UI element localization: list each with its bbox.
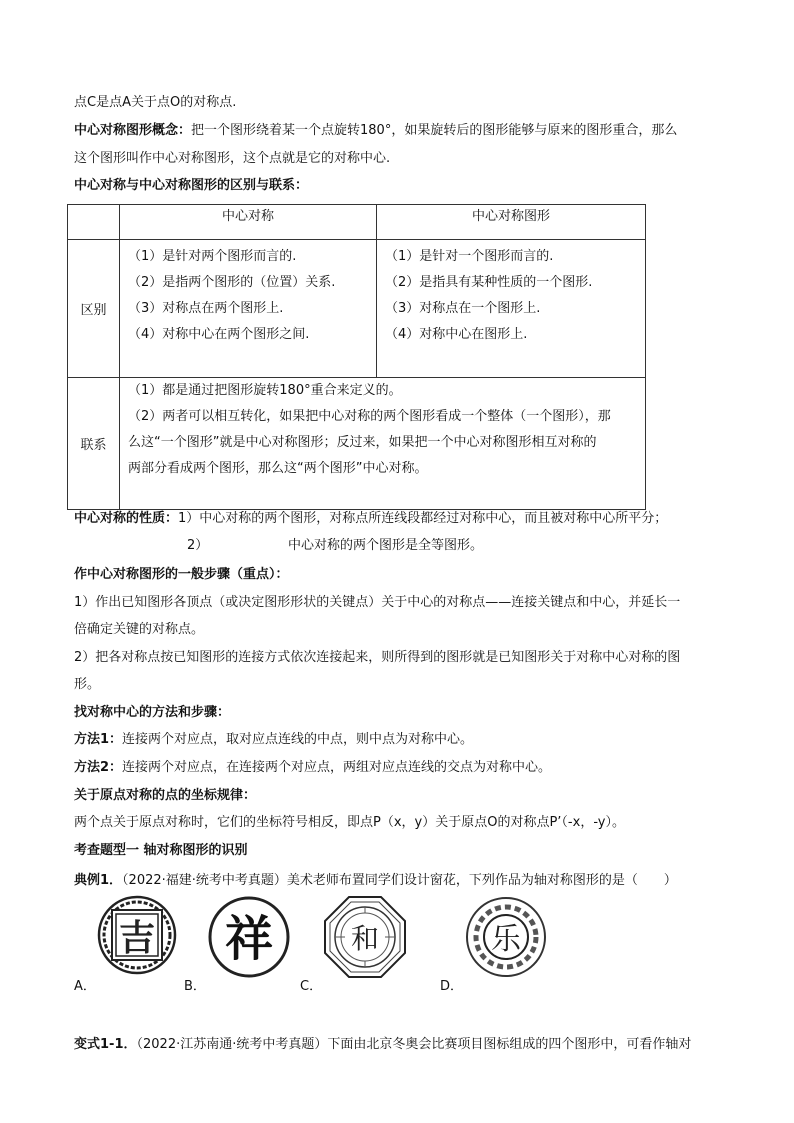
table-header-2: 中心对称图形 [377,205,646,240]
option-c-label[interactable]: C． [300,979,323,994]
text-line: 这个图形叫作中心对称图形，这个点就是它的对称中心. [74,151,391,166]
section-heading: 中心对称与中心对称图形的区别与联系： [74,178,309,193]
section-heading: 找对称中心的方法和步骤： [74,705,231,720]
option-a-char: 吉 [118,918,156,959]
list-item: （4）对称中心在两个图形之间. [128,327,310,342]
option-b-label[interactable]: B． [184,979,206,994]
definition-text: 把一个图形绕着某一个点旋转180°，如果旋转后的图形能够与原来的图形重合，那么 [191,123,678,138]
row-label-relation: 联系 [68,378,120,510]
property-line [74,509,667,529]
option-d-label[interactable]: D． [440,979,464,994]
option-b-char: 祥 [224,911,274,967]
step-1-cont: 倍确定关键的对称点。 [74,622,205,637]
variant-question [74,1035,691,1055]
list-item: （2）是指两个图形的（位置）关系. [128,275,336,290]
list-item: （1）是针对一个图形而言的. [385,249,554,264]
comparison-table [67,204,646,510]
option-d-char: 乐 [491,922,521,957]
definition-line [74,121,677,141]
table-cell [377,240,646,378]
example-text: （2022·福建·统考中考真题）美术老师布置同学们设计窗花，下列作品为轴对称图形的是（ ） [122,873,677,888]
list-item: （4）对称中心在图形上. [385,327,528,342]
row-label-difference: 区别 [68,240,120,378]
variant-label: 变式1-1． [74,1037,137,1052]
list-item: （3）对称点在一个图形上. [385,301,541,316]
method-1-text: 连接两个对应点，取对应点连线的中点，则中点为对称中心。 [122,732,474,747]
list-item: （2）是指具有某种性质的一个图形. [385,275,593,290]
list-item: （1）都是通过把图形旋转180°重合来定义的。 [128,383,402,398]
list-item: （1）是针对两个图形而言的. [128,249,297,264]
step-2-cont: 形。 [74,677,101,692]
list-item: （2）两者可以相互转化，如果把中心对称的两个图形看成一个整体（一个图形），那 [128,409,611,424]
option-d-image [463,895,549,979]
section-heading: 作中心对称图形的一般步骤（重点）： [74,567,289,582]
table-header-1: 中心对称 [120,205,377,240]
option-a-label[interactable]: A． [74,979,96,994]
list-item: （3）对称点在两个图形上. [128,301,284,316]
list-item: 两部分看成两个图形，那么这“两个图形”中心对称。 [128,461,428,476]
example-question [74,871,677,891]
example-label: 典例1． [74,873,123,888]
step-1: 1）作出已知图形各顶点（或决定图形形状的关键点）关于中心的对称点——连接关键点和中心，并延长一 [74,595,681,610]
option-a-image [97,895,177,975]
table-cell [120,240,377,378]
method-2 [74,758,551,778]
option-b-image [207,895,291,979]
option-c-image [323,895,407,979]
origin-rule: 两个点关于原点对称时，它们的坐标符号相反，即点P（x，y）关于原点O的对称点P’（-x，-y）。 [74,815,625,830]
question-type-heading: 考查题型一 轴对称图形的识别 [74,843,248,858]
property-number-2: 2） [187,538,209,553]
property-label: 中心对称的性质： [74,511,179,526]
option-c-char: 和 [350,922,380,955]
step-2: 2）把各对称点按已知图形的连接方式依次连接起来，则所得到的图形就是已知图形关于对称中心对称的图 [74,650,681,665]
variant-text: （2022·江苏南通·统考中考真题）下面由北京冬奥会比赛项目图标组成的四个图形中，可看作轴对 [136,1037,692,1052]
section-heading: 关于原点对称的点的坐标规律： [74,788,257,803]
definition-label: 中心对称图形概念： [74,123,192,138]
table-cell [120,378,646,510]
method-2-label: 方法2： [74,760,123,775]
text-line: 点C是点A关于点O的对称点. [74,95,237,110]
property-text-1: 1）中心对称的两个图形，对称点所连线段都经过对称中心，而且被对称中心所平分； [178,511,668,526]
method-1 [74,730,473,750]
method-1-label: 方法1： [74,732,123,747]
list-item: 么这“一个图形”就是中心对称图形；反过来，如果把一个中心对称图形相互对称的 [128,435,597,450]
property-text-2: 中心对称的两个图形是全等图形。 [288,538,484,553]
method-2-text: 连接两个对应点，在连接两个对应点，两组对应点连线的交点为对称中心。 [122,760,552,775]
